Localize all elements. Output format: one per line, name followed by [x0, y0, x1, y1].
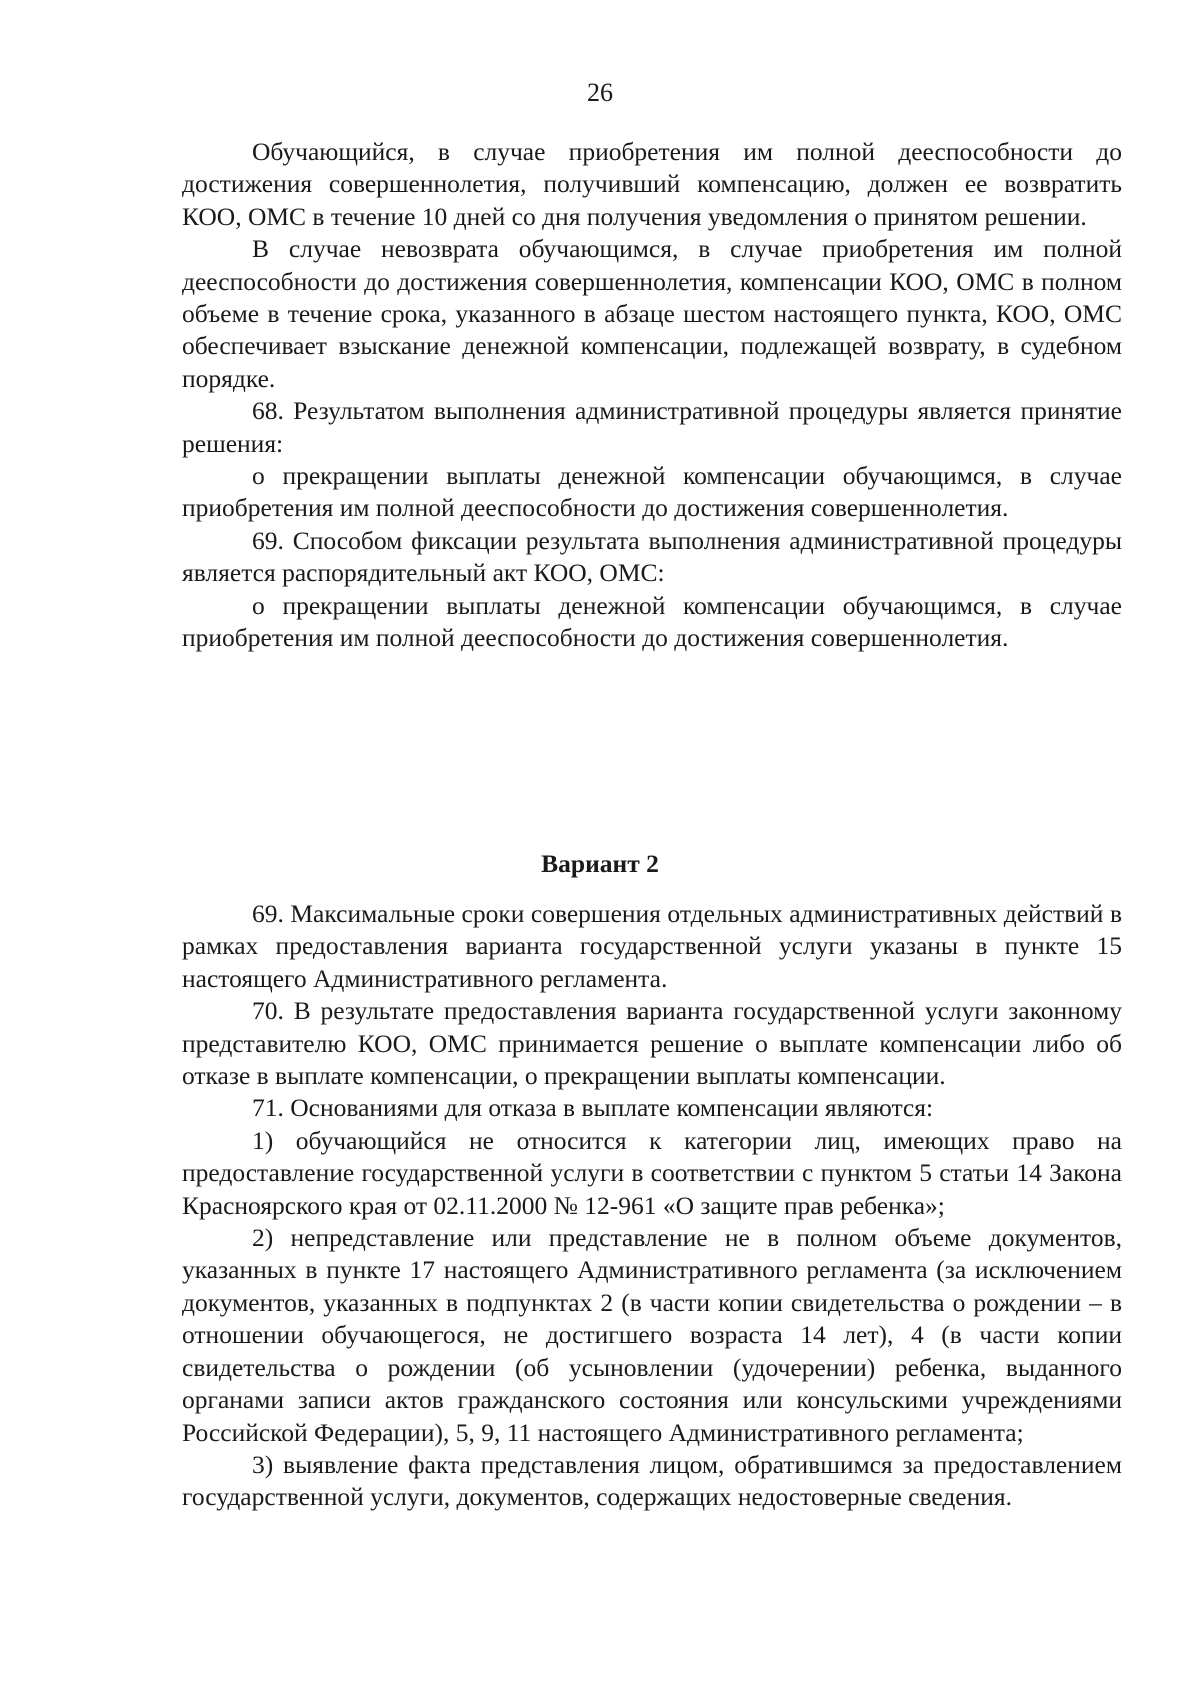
paragraph: 69. Максимальные сроки совершения отдельных административных действий в рамках предоставления варианта государственной услуги указаны в пункте 15 настоящего Административного регламента.: [182, 899, 1122, 993]
text-section-top: [182, 136, 1122, 655]
paragraph: о прекращении выплаты денежной компенсации обучающимся, в случае приобретения им полной дееспособности до достижения совершеннолетия.: [182, 590, 1122, 653]
paragraph: 70. В результате предоставления варианта государственной услуги законному представителю КОО, ОМС принимается решение о выплате компенсации либо об отказе в выплате компенсации, о прекращении выплаты компенсации.: [182, 996, 1122, 1091]
paragraph: Обучающийся, в случае приобретения им полной дееспособности до достижения совершеннолетия, получивший компенсацию, должен ее возвратить КОО, ОМС в течение 10 дней со дня получения уведомления о принятом решении.: [182, 137, 1122, 231]
paragraph: 69. Способом фиксации результата выполнения административной процедуры является распорядительный акт КОО, ОМС:: [182, 525, 1122, 588]
paragraph: 2) непредставление или представление не в полном объеме документов, указанных в пункте 17 настоящего Административного регламента (за исключением документов, указанных в подпунктах 2 (в части копии свидетельства о рождении – в отношении обучающегося, не достигшего возраста 14 лет), 4 (в части копии свидетельства о рождении (об усыновлении (удочерении) ребенка, выданного органами записи актов гражданского состояния или консульскими учреждениями Российской Федерации), 5, 9, 11 настоящего Административного регламента;: [182, 1223, 1122, 1447]
paragraph: о прекращении выплаты денежной компенсации обучающимся, в случае приобретения им полной дееспособности до достижения совершеннолетия.: [182, 461, 1122, 523]
paragraph: 3) выявление факта представления лицом, обратившимся за предоставлением государственной услуги, документов, содержащих недостоверные сведения.: [182, 1449, 1122, 1512]
paragraph: 68. Результатом выполнения административной процедуры является принятие решения:: [182, 396, 1122, 458]
paragraph: 1) обучающийся не относится к категории лиц, имеющих право на предоставление государственной услуги в соответствии с пунктом 5 статьи 14 Закона Красноярского края от 02.11.2000 № 12-961 «О защите прав ребенка»;: [182, 1125, 1122, 1220]
page-number: 26: [587, 78, 613, 107]
text-section-bottom: [182, 898, 1122, 1514]
section-heading: Вариант 2: [541, 849, 659, 878]
paragraph: 71. Основаниями для отказа в выплате компенсации являются:: [252, 1093, 934, 1123]
paragraph: В случае невозврата обучающимся, в случае приобретения им полной дееспособности до достижения совершеннолетия, компенсации КОО, ОМС в полном объеме в течение срока, указанного в абзаце шестом настоящего пункта, КОО, ОМС обеспечивает взыскание денежной компенсации, подлежащей возврату, в судебном порядке.: [182, 234, 1122, 393]
